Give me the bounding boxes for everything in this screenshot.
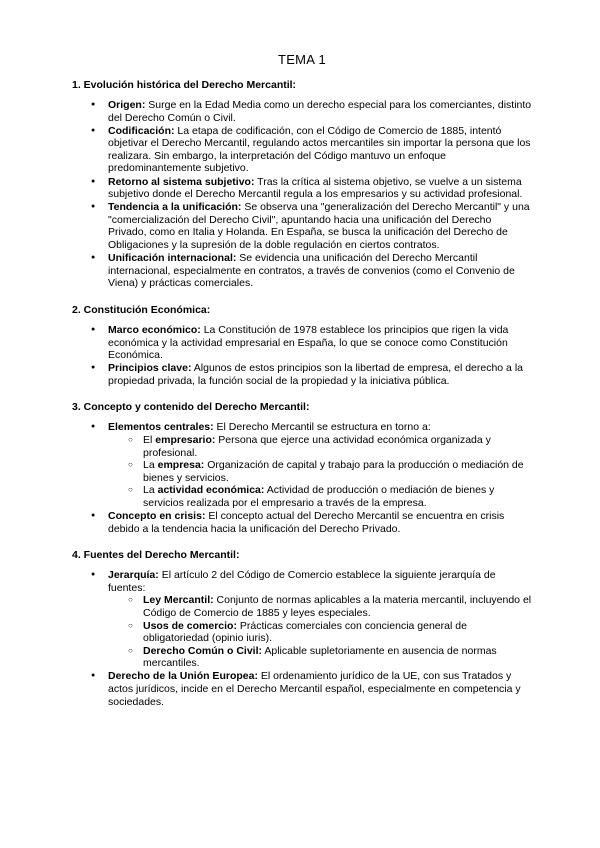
item-term: Marco económico:	[108, 323, 201, 336]
sub-item-term: empresario:	[155, 433, 216, 446]
item-text: La etapa de codificación, con el Código de Comercio de 1885, intentó objetivar el Derecho Mercantil, regulando actos mercantiles sin importar la persona que los realizara. Sin embargo, la interpretación del Código mantuvo un enfoque predominantemente subjetivo.	[108, 124, 531, 175]
sub-list	[108, 594, 532, 670]
sub-item-text: Conjunto de normas aplicables a la materia mercantil, incluyendo el Código de Comercio de 1885 y leyes especiales.	[143, 594, 532, 619]
sub-item-term: Derecho Común o Civil:	[143, 644, 263, 657]
item-text: Se observa una "generalización del Derecho Mercantil" y una "comercialización del Derecho Civil", apuntando hacia una unificación del Derecho Privado, como en Italia y Holanda. En España, se busca la unificación del Derecho de Obligaciones y la supresión de la doble regulación en ciertos contratos.	[108, 201, 530, 252]
section-economic-constitution	[72, 304, 532, 387]
item-term: Retorno al sistema subjetivo:	[108, 175, 255, 188]
list-item	[108, 201, 532, 251]
item-text: Surge en la Edad Media como un derecho especial para los comerciantes, distinto del Derecho Común o Civil.	[108, 99, 532, 124]
list-item	[108, 252, 532, 290]
page-title: TEMA 1	[277, 52, 327, 67]
item-text: Algunos de estos principios son la libertad de empresa, el derecho a la propiedad privada, la función social de la propiedad y la iniciativa pública.	[108, 362, 523, 387]
sub-item-text: Persona que ejerce una actividad económica organizada y profesional.	[143, 433, 491, 459]
item-term: Origen:	[108, 99, 146, 111]
item-text: El Derecho Mercantil se estructura en torno a:	[213, 421, 431, 434]
section-sources	[72, 549, 532, 708]
sub-item-term: Usos de comercio:	[143, 619, 237, 632]
sub-list-item	[143, 645, 532, 670]
list-item	[108, 324, 532, 362]
sub-list	[108, 434, 532, 510]
sub-list-item	[143, 434, 532, 459]
list-item	[108, 176, 532, 201]
section-heading: 2. Constitución Económica:	[72, 303, 211, 316]
sub-item-prefix: La	[143, 484, 158, 497]
sub-item-prefix: La	[143, 459, 158, 472]
sub-list-item	[143, 484, 532, 509]
sub-item-text: Actividad de producción o mediación de bienes y servicios realizada por el empresario a través de la empresa.	[143, 484, 495, 509]
sub-item-text: Prácticas comerciales con conciencia general de obligatoriedad (opinio iuris).	[143, 619, 467, 645]
sub-list-item	[143, 620, 532, 645]
item-text: Se evidencia una unificación del Derecho Mercantil internacional, especialmente en contratos, a través de convenios (como el Convenio de Viena) y prácticas comerciales.	[108, 252, 515, 290]
bullet-list	[72, 324, 532, 387]
list-item	[108, 99, 532, 124]
item-text: El artículo 2 del Código de Comercio establece la siguiente jerarquía de fuentes:	[108, 569, 496, 594]
section-historical-evolution	[72, 79, 532, 290]
list-item	[108, 362, 532, 387]
sub-item-text: Aplicable supletoriamente en ausencia de normas mercantiles.	[143, 644, 497, 670]
item-text: El ordenamiento jurídico de la UE, con sus Tratados y actos jurídicos, incide en el Derecho Mercantil español, especialmente en competencia y sociedades.	[108, 670, 521, 708]
sub-item-term: Ley Mercantil:	[143, 594, 214, 607]
sub-item-text: Organización de capital y trabajo para la producción o mediación de bienes y servicios.	[143, 459, 524, 484]
bullet-list	[72, 99, 532, 290]
sub-list-item	[143, 459, 532, 484]
list-item	[108, 510, 532, 535]
sub-item-prefix: El	[143, 433, 156, 446]
list-item	[108, 670, 532, 708]
item-term: Codificación:	[108, 124, 175, 137]
section-heading: 3. Concepto y contenido del Derecho Mercantil:	[72, 401, 310, 414]
item-term: Concepto en crisis:	[108, 510, 206, 523]
section-heading: 4. Fuentes del Derecho Mercantil:	[72, 549, 240, 562]
bullet-list	[72, 421, 532, 535]
item-term: Principios clave:	[108, 362, 192, 375]
item-term: Tendencia a la unificación:	[108, 201, 242, 214]
item-text: Tras la crítica al sistema objetivo, se vuelve a un sistema subjetivo donde el Derecho Mercantil regula a los empresarios y su actividad profesional.	[108, 175, 523, 201]
list-item	[108, 125, 532, 175]
sub-list-item	[143, 594, 532, 619]
list-item	[108, 569, 532, 670]
item-text: El concepto actual del Derecho Mercantil se encuentra en crisis debido a la tendencia hacia la unificación del Derecho Privado.	[108, 510, 505, 535]
item-term: Derecho de la Unión Europea:	[108, 670, 258, 683]
item-text: La Constitución de 1978 establece los principios que rigen la vida económica y la actividad empresarial en España, lo que se conoce como Constitución Económica.	[108, 323, 509, 362]
item-term: Elementos centrales:	[108, 421, 214, 434]
sub-item-term: empresa:	[157, 459, 205, 472]
section-heading: 1. Evolución histórica del Derecho Mercantil:	[72, 79, 297, 91]
bullet-list	[72, 569, 532, 708]
section-concept-content	[72, 401, 532, 535]
item-term: Unificación internacional:	[108, 252, 237, 265]
sub-item-term: actividad económica:	[157, 484, 265, 497]
list-item	[108, 421, 532, 509]
item-term: Jerarquía:	[108, 569, 159, 582]
